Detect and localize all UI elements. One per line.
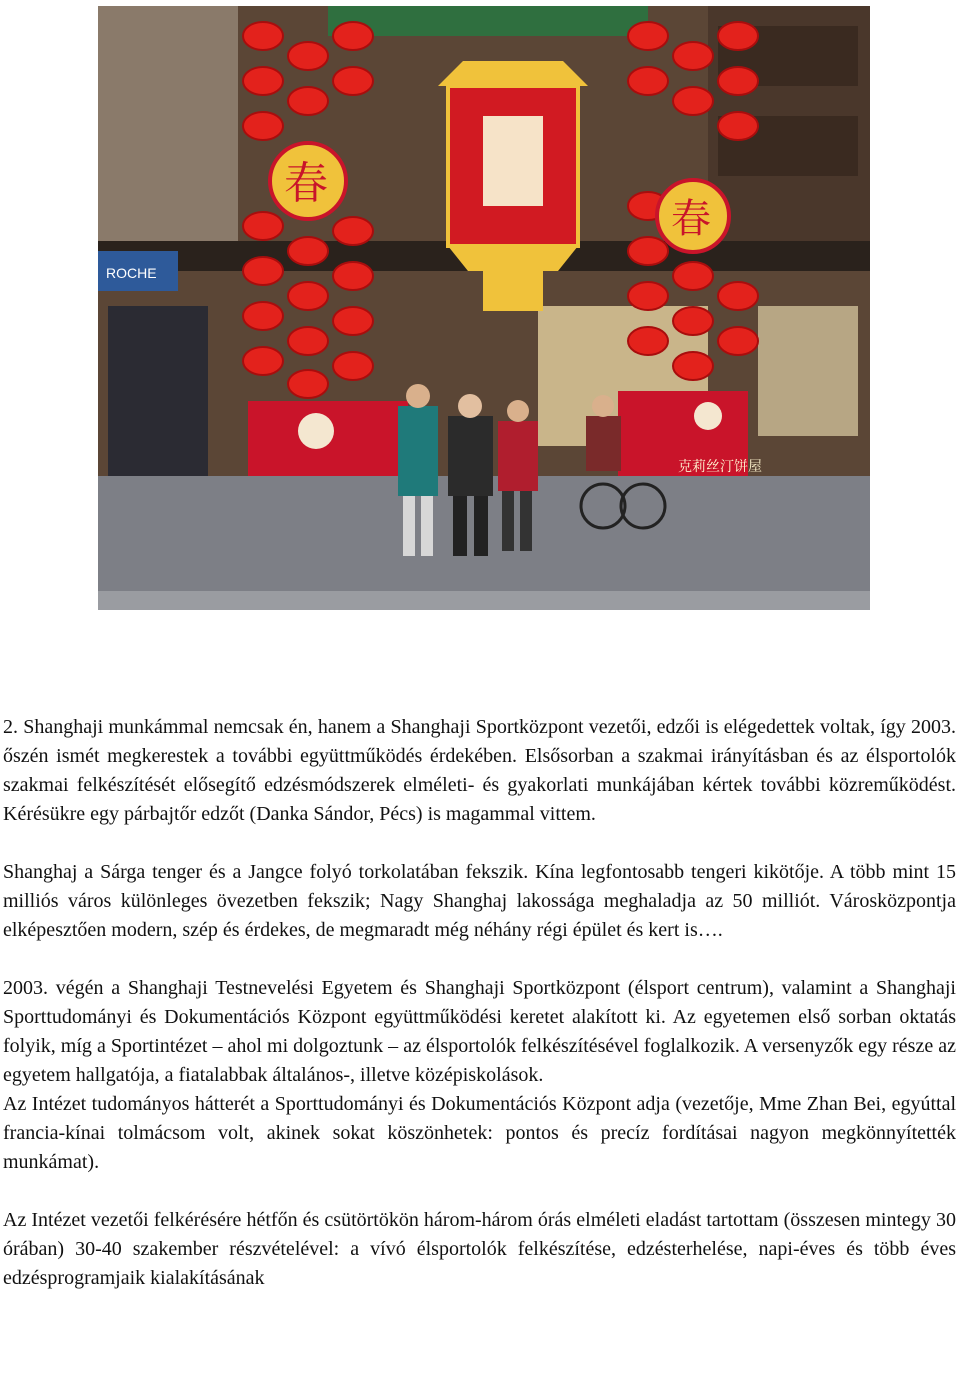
- svg-text:ROCHE: ROCHE: [106, 265, 157, 281]
- svg-text:春: 春: [671, 196, 711, 242]
- svg-text:克莉丝汀饼屋: 克莉丝汀饼屋: [678, 459, 762, 475]
- paragraph-5: Az Intézet vezetői felkérésére hétfőn és csütörtökön három-három órás elméleti eladást tartottam (összesen mintegy 30 órában) 30-40 szakember részvételével: a vívó élsportolók felkészítése, edzésterhelése, napi-éves és több éves edzésprogramjaik kialakításának: [3, 1209, 956, 1289]
- svg-text:春: 春: [284, 158, 328, 209]
- article-text: [3, 713, 956, 1293]
- paragraph-1: 2. Shanghaji munkámmal nemcsak én, hanem a Shanghaji Sportközpont vezetői, edzői is elégedettek voltak, így 2003. őszén ismét megkerestek a további együttműködés érdekében. Elsősorban a szakmai irányításban és az élsportolók szakmai felkészítését elősegítő edzésmódszerek elméleti- és gyakorlati munkájában kértek további közreműködést. Kérésükre egy párbajtőr edzőt (Danka Sándor, Pécs) is magammal vittem.: [3, 716, 956, 825]
- paragraph-4: Az Intézet tudományos hátterét a Sporttudományi és Dokumentációs Központ adja (vezetője, Mme Zhan Bei, egyúttal francia-kínai tolmácsom volt, akinek sokat köszönhetek: pontos és precíz fordításai nagyon megkönnyítették munkámat).: [3, 1093, 956, 1173]
- paragraph-3: 2003. végén a Shanghaji Testnevelési Egyetem és Shanghaji Sportközpont (élsport centrum), valamint a Shanghaji Sporttudományi és Dokumentációs Központ együttműködési keretet alakított ki. Az egyetemen első sorban oktatás folyik, míg a Sportintézet – ahol mi dolgoztunk – az élsportolók felkészítésével foglalkozik. A versenyzők egy része az egyetem hallgatója, a fiatalabbak általános-, illetve középiskolások.: [3, 977, 956, 1086]
- paragraph-2: Shanghaj a Sárga tenger és a Jangce folyó torkolatában fekszik. Kína legfontosabb tengeri kikötője. A több mint 15 milliós város különleges övezetben fekszik; Nagy Shanghaj lakossága meghaladja az 50 milliót. Városközpontja elképesztően modern, szép és érdekes, de megmaradt még néhány régi épület és kert is….: [3, 861, 956, 941]
- street-photo: [98, 6, 870, 610]
